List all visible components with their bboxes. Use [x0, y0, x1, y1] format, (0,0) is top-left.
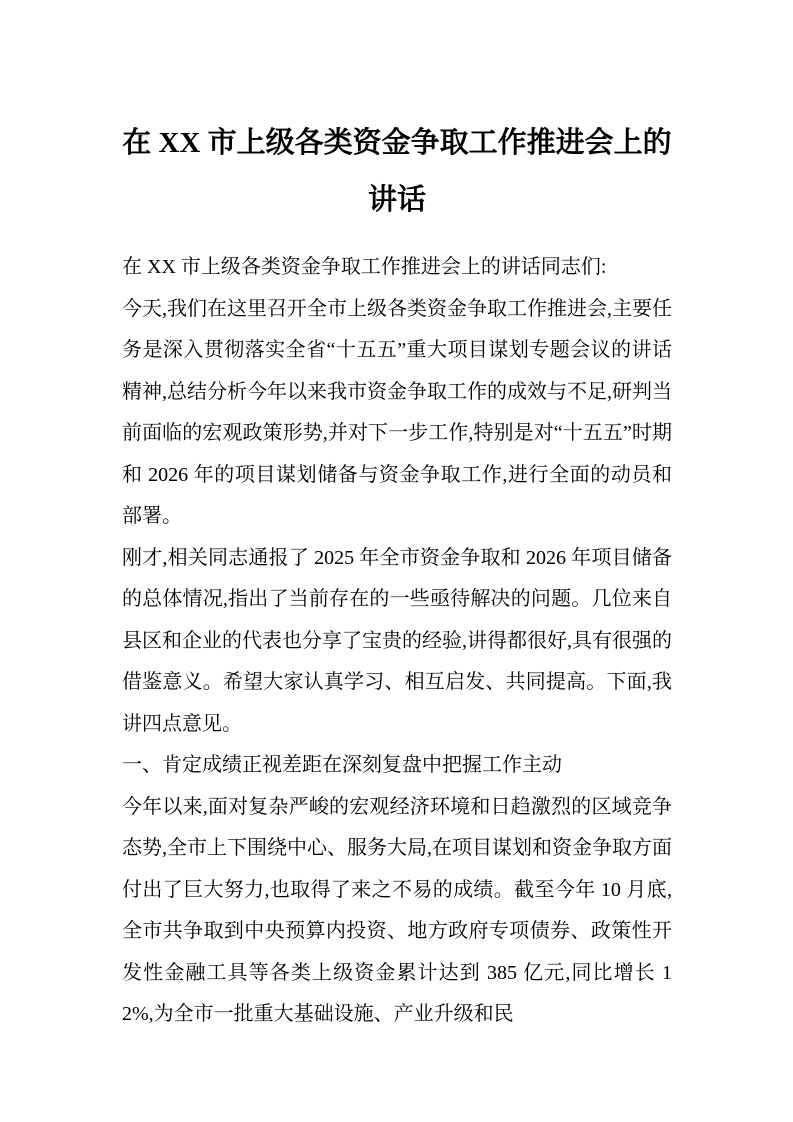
document-title — [122, 115, 672, 229]
salutation-paragraph: 在 XX 市上级各类资金争取工作推进会上的讲话同志们: — [122, 256, 607, 278]
section-heading: 一、肯定成绩正视差距在深刻复盘中把握工作主动 — [122, 754, 562, 776]
paragraph: 今天,我们在这里召开全市上级各类资金争取工作推进会,主要任务是深入贯彻落实全省“十五五”重大项目谋划专题会议的讲话精神,总结分析今年以来我市资金争取工作的成效与不足,研判当前面临的宏观政策形势,并对下一步工作,特别是对“十五五”时期和 2026 年的项目谋划储备与资金争取工作,进行全面的动员和部署。 — [122, 297, 672, 527]
document-body — [122, 247, 672, 1036]
paragraph: 刚才,相关同志通报了 2025 年全市资金争取和 2026 年项目储备的总体情况,指出了当前存在的一些亟待解决的问题。几位来自县区和企业的代表也分享了宝贵的经验,讲得都很好,具有很强的借鉴意义。希望大家认真学习、相互启发、共同提高。下面,我讲四点意见。 — [122, 546, 672, 735]
document-title-line-1: 在 XX 市上级各类资金争取工作推进会上的 — [122, 127, 672, 159]
paragraph-truncated: 今年以来,面对复杂严峻的宏观经济环境和日趋激烈的区域竞争态势,全市上下围绕中心、服务大局,在项目谋划和资金争取方面付出了巨大努力,也取得了来之不易的成绩。截至今年 10 月底,全市共争取到中央预算内投资、地方政府专项债券、政策性开发性金融工具等各类上级资金累计达到 385 亿元,同比增长 12%,为全市一批重大基础设施、产业升级和民 — [122, 795, 672, 1025]
document-title-line-2: 讲话 — [367, 184, 426, 216]
